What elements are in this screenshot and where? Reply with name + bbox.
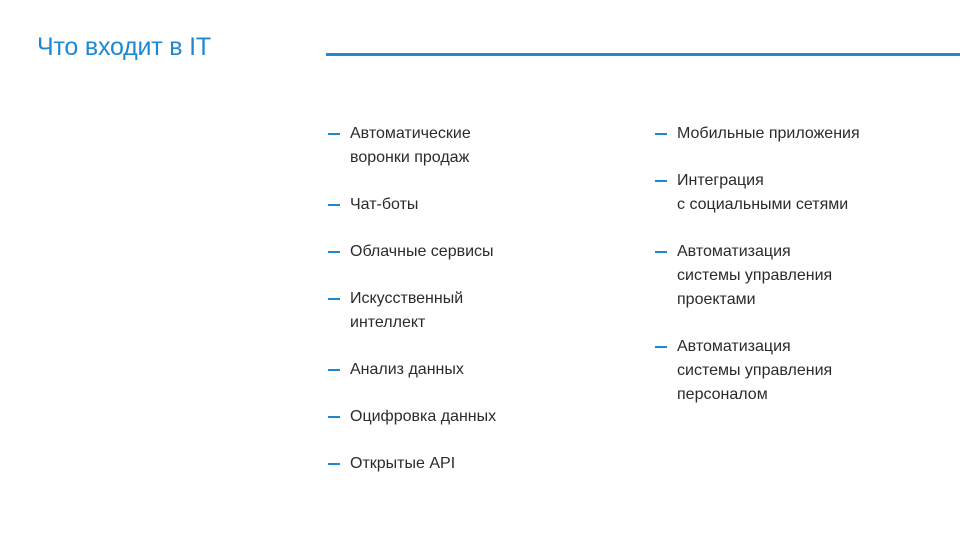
list-item-text: Мобильные приложения bbox=[677, 125, 860, 142]
list-item bbox=[655, 335, 955, 407]
list-item-text: Автоматизация системы управления проектами bbox=[677, 243, 833, 308]
list-item bbox=[655, 169, 955, 217]
list-item bbox=[328, 405, 628, 429]
dash-bullet-icon bbox=[328, 133, 340, 135]
list-item-text: Облачные сервисы bbox=[350, 243, 494, 260]
list-item-text: Анализ данных bbox=[350, 361, 464, 378]
list-item bbox=[328, 193, 628, 217]
title-divider bbox=[326, 53, 960, 56]
list-item bbox=[328, 122, 628, 170]
list-item-text: Интеграция с социальными сетями bbox=[677, 172, 849, 213]
list-item-text: Автоматизация системы управления персоналом bbox=[677, 338, 833, 403]
left-bullet-list bbox=[328, 122, 628, 499]
dash-bullet-icon bbox=[328, 369, 340, 371]
list-item bbox=[328, 287, 628, 335]
list-item bbox=[328, 358, 628, 382]
dash-bullet-icon bbox=[655, 251, 667, 253]
slide-title: Что входит в IT bbox=[37, 33, 211, 61]
dash-bullet-icon bbox=[328, 251, 340, 253]
list-item-text: Искусственный интеллект bbox=[350, 290, 464, 331]
dash-bullet-icon bbox=[328, 416, 340, 418]
dash-bullet-icon bbox=[328, 463, 340, 465]
list-item-text: Чат-боты bbox=[350, 196, 419, 213]
list-item bbox=[328, 240, 628, 264]
dash-bullet-icon bbox=[655, 346, 667, 348]
dash-bullet-icon bbox=[655, 133, 667, 135]
list-item bbox=[655, 240, 955, 312]
list-item bbox=[328, 452, 628, 476]
list-item-text: Открытые API bbox=[350, 455, 456, 472]
list-item bbox=[655, 122, 955, 146]
list-item-text: Оцифровка данных bbox=[350, 408, 497, 425]
list-item-text: Автоматические воронки продаж bbox=[350, 125, 471, 166]
dash-bullet-icon bbox=[655, 180, 667, 182]
right-bullet-list bbox=[655, 122, 955, 430]
dash-bullet-icon bbox=[328, 298, 340, 300]
dash-bullet-icon bbox=[328, 204, 340, 206]
